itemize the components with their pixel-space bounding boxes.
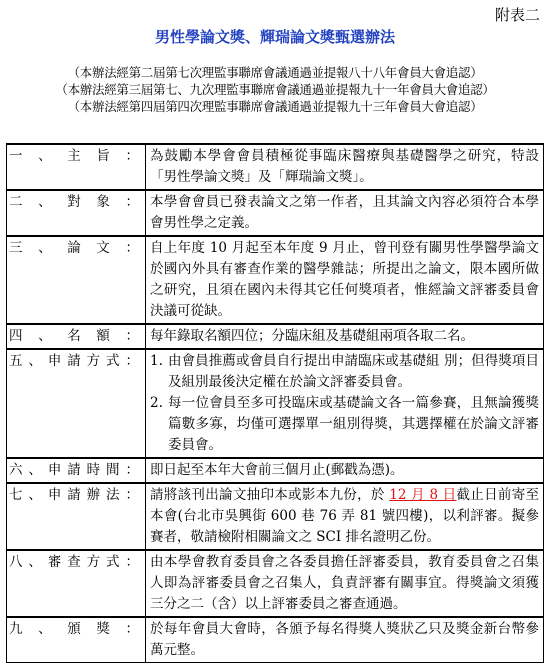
rule-label-char: 、 [28,353,42,369]
rule-label-char: 申 [47,462,62,478]
rule-text: 每年錄取名額四位；分臨床組及基礎組兩項各取二名。 [150,328,474,344]
rule-label-chars [9,146,143,167]
rule-row [7,550,544,617]
rule-label-char: 請 [67,353,81,369]
rule-label-char: 三 [9,240,23,256]
amendment-note: （本辦法經第四屆第四次理監事聯席會議通過並提報九十三年會員大會追認） [67,99,483,114]
rule-content [146,144,544,190]
rule-row [7,617,544,663]
rule-label-char: 四 [9,328,23,344]
rule-label-char: 、 [28,462,42,478]
rule-label-char: ： [125,240,139,256]
rule-label-char: 、 [38,240,52,256]
rule-row [7,236,544,324]
rule-label-char: 文 [96,240,110,256]
rule-label-char: ： [125,621,139,637]
rule-label [7,190,146,236]
rule-text: 自上年度 10 月起至本年度 9 月止，曾刊登有關男性學醫學論文於國內外具有審查作業的醫學雜誌；所提出之論文，限本國所做之研究，且須在國內未得其它任何獎項者，惟經論文評審委員會決議可從缺。 [150,240,539,319]
rule-label-chars [9,485,143,506]
rule-label-char: 一 [9,148,23,164]
rule-content [146,236,544,324]
rule-text: 為鼓勵本學會會員積極從事臨床醫療與基礎醫學之研究，特設「男性學論文獎」及「輝瑞論文獎」。 [150,148,539,185]
rule-label-char: ： [125,353,139,369]
rule-content [146,550,544,617]
rule-label-char: ： [125,554,139,570]
rule-label-char: 、 [38,148,52,164]
rule-label-char: 式 [106,554,120,570]
rule-text: 於每年會員大會時，各頒予每名得獎人獎狀乙只及獎金新台幣參萬元整。 [150,621,539,658]
rule-list-text: 每一位會員至多可投臨床或基礎論文各一篇參賽，且無論獲獎篇數多寡，均僅可選擇單一組別得獎，其選擇權在於論文評審委員會。 [168,395,539,453]
rule-label-chars [9,552,143,573]
rule-label-chars [9,238,143,259]
rule-text: 截止日前寄至本會(台北市吳興街 600 巷 76 弄 81 號四樓)，以利評審。擬參賽者，敬請檢附相關論文之 SCI 排名證明乙份。 [150,487,539,545]
rule-content [146,483,544,550]
rule-text: 即日起至本年大會前三個月止(郵戳為憑)。 [150,462,404,478]
rule-content [146,349,544,458]
appendix-label: 附表二 [494,6,540,24]
rule-label-char: 九 [9,621,23,637]
rule-label-char: 法 [106,487,120,503]
amendment-notes [0,64,550,115]
rule-label [7,617,146,663]
rule-label-char: ： [125,148,139,164]
rule-label-char: 間 [106,462,120,478]
rule-label-char: 七 [9,487,23,503]
rule-content [146,458,544,483]
rule-label-char: 方 [86,353,101,369]
rule-label-chars [9,326,143,347]
rule-content [146,324,544,349]
rule-label-char: 時 [86,462,101,478]
rule-label-char: 式 [106,353,120,369]
rule-label-char: ： [125,487,139,503]
rule-label-char: 論 [67,240,81,256]
rule-label-char: 獎 [96,621,110,637]
rule-label-char: 六 [9,462,23,478]
amendment-note: （本辦法經第三屆第七、九次理監事聯席會議通過並提報九十一年會員大會追認） [55,82,495,97]
rule-label-char: 審 [47,554,62,570]
rule-label-char: ： [125,462,139,478]
rule-label [7,550,146,617]
rule-row [7,144,544,190]
rule-label-char: 八 [9,554,23,570]
rule-label-char: 旨 [96,148,110,164]
rule-label-chars [9,460,143,481]
deadline-date: 12 月 8 日 [389,487,457,503]
rules-table [6,143,544,663]
rule-row [7,324,544,349]
rule-label [7,236,146,324]
rule-label-char: 額 [96,328,110,344]
rule-list-number: 1. [150,353,163,369]
rule-label-char: 、 [28,554,42,570]
rule-text: 請將該刊出論文抽印本或影本九份，於 [150,487,390,503]
amendment-note: （本辦法經第二屆第七次理監事聯席會議通過並提報八十八年會員大會追認） [67,65,483,80]
rule-label-char: 方 [86,554,101,570]
rule-text: 本學會會員已發表論文之第一作者，且其論文內容必須符合本學會男性學之定義。 [150,194,539,231]
rule-label-char: ： [125,194,139,210]
rule-label [7,324,146,349]
rule-list-number: 2. [150,395,163,411]
rule-list-text: 由會員推薦或會員自行提出申請臨床或基礎組 別；但得獎項目及組別最後決定權在於論文評審委員會。 [168,353,539,390]
rule-label-char: 、 [28,487,42,503]
rule-label-char: 、 [38,621,52,637]
rule-label-char: 申 [47,353,62,369]
rule-content [146,617,544,663]
rule-list-item [150,351,539,393]
rule-label [7,349,146,458]
rule-label-char: 請 [67,462,81,478]
rule-label-chars [9,192,143,213]
document-title: 男性學論文獎、輝瑞論文獎甄選辦法 [154,28,395,46]
rule-text: 由本學會教育委員會之各委員擔任評審委員，教育委員會之召集人即為評審委員會之召集人，負責評審有關事宜。得獎論文須獲三分之二（含）以上評審委員之審查通過。 [150,554,539,612]
rule-row [7,483,544,550]
rule-label-char: 對 [67,194,81,210]
rule-label-char: 請 [67,487,81,503]
rule-label-chars [9,351,143,372]
rule-label [7,483,146,550]
rule-label-char: 辦 [86,487,101,503]
rule-label-char: 、 [38,194,52,210]
rule-label-char: 頒 [67,621,81,637]
rule-label-char: 二 [9,194,23,210]
rule-list-item [150,393,539,456]
rule-label-char: 象 [96,194,110,210]
rule-row [7,458,544,483]
rule-label-char: 名 [67,328,81,344]
rule-row [7,349,544,458]
rule-content [146,190,544,236]
rule-label-chars [9,619,143,640]
rule-label-char: 查 [67,554,81,570]
rule-label-char: 五 [9,353,23,369]
rule-label-char: 、 [38,328,52,344]
rule-row [7,190,544,236]
rule-label [7,458,146,483]
rule-label-char: ： [125,328,139,344]
rule-label-char: 主 [67,148,81,164]
rule-label-char: 申 [47,487,62,503]
rule-label [7,144,146,190]
